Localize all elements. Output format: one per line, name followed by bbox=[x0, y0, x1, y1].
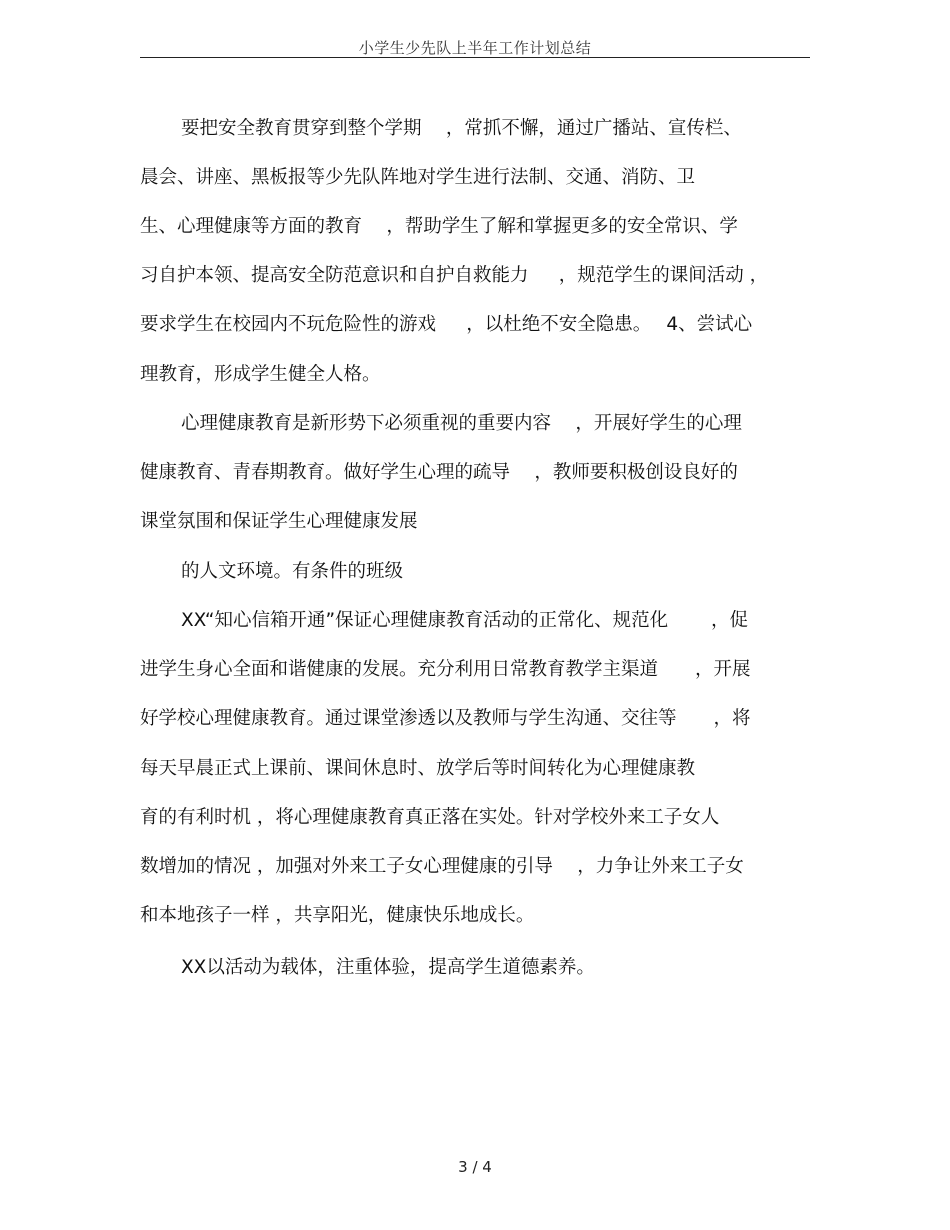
text-line: 要求学生在校园内不玩危险性的游戏 ，以杜绝不安全隐患。 4、尝试心 bbox=[140, 314, 753, 335]
text-line: 课堂氛围和保证学生心理健康发展 bbox=[140, 511, 418, 532]
text-line: 好学校心理健康教育。通过课堂渗透以及教师与学生沟通、交往等 ，将 bbox=[140, 708, 751, 729]
text-line: XX“知心信箱开通”保证心理健康教育活动的正常化、规范化 ，促 bbox=[181, 610, 748, 631]
text-line: 健康教育、青春期教育。做好学生心理的疏导 ，教师要积极创设良好的 bbox=[140, 462, 738, 483]
text-line: 心理健康教育是新形势下必须重视的重要内容 ，开展好学生的心理 bbox=[181, 413, 742, 434]
text-line: XX以活动为载体，注重体验，提高学生道德素养。 bbox=[181, 957, 595, 978]
text-line: 的人文环境。有条件的班级 bbox=[181, 561, 404, 582]
text-line: 习自护本领、提高安全防范意识和自护自救能力 ，规范学生的课间活动 ， bbox=[140, 265, 769, 286]
text-line: 和本地孩子一样 ，共享阳光，健康快乐地成长。 bbox=[140, 905, 535, 926]
text-line: 生、心理健康等方面的教育 ，帮助学生了解和掌握更多的安全常识、学 bbox=[140, 216, 738, 237]
text-line: 要把安全教育贯穿到整个学期 ，常抓不懈，通过广播站、宣传栏、 bbox=[181, 118, 742, 139]
text-line: 进学生身心全面和谐健康的发展。充分利用日常教育教学主渠道 ，开展 bbox=[140, 659, 751, 680]
page-number: 3 / 4 bbox=[458, 1158, 492, 1176]
text-line: 理教育，形成学生健全人格。 bbox=[140, 364, 381, 385]
header-divider bbox=[140, 57, 810, 58]
text-line: 育的有利时机 ，将心理健康教育真正落在实处。针对学校外来工子女人 bbox=[140, 807, 720, 828]
text-line: 每天早晨正式上课前、课间休息时、放学后等时间转化为心理健康教 bbox=[140, 758, 696, 779]
text-line: 晨会、讲座、黑板报等少先队阵地对学生进行法制、交通、消防、卫 bbox=[140, 167, 696, 188]
text-line: 数增加的情况 ，加强对外来工子女心理健康的引导 ，力争让外来工子女 bbox=[140, 856, 744, 877]
page-header-title: 小学生少先队上半年工作计划总结 bbox=[358, 39, 592, 57]
